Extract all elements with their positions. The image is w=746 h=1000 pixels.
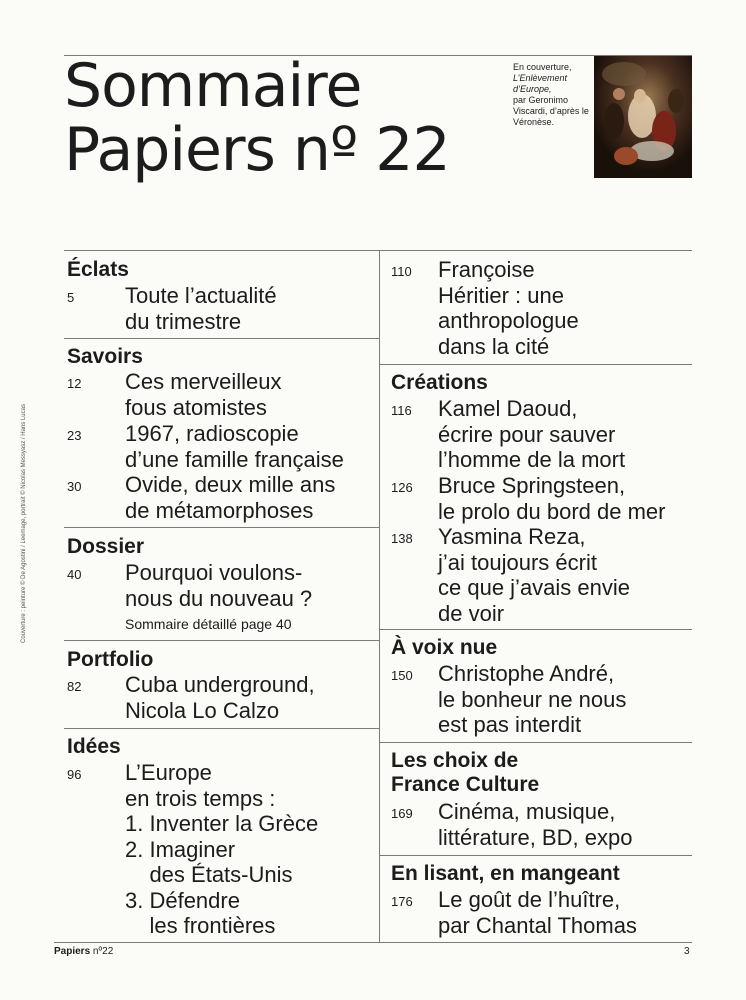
rule-right-2: [379, 629, 692, 630]
section-creations-title: Créations: [391, 371, 488, 394]
toc-top-rule: [64, 250, 692, 251]
toc-entry[interactable]: Cuba underground, Nicola Lo Calzo: [125, 672, 315, 723]
section-dossier-title: Dossier: [67, 535, 145, 558]
rule-left-3: [64, 640, 379, 641]
page-number: 12: [67, 376, 82, 391]
page-number: 150: [391, 668, 413, 683]
column-divider: [379, 250, 380, 942]
dossier-detail-note: Sommaire détaillé page 40: [125, 616, 292, 632]
toc-entry[interactable]: Yasmina Reza, j’ai toujours écrit ce que j’avais envie de voir: [438, 524, 631, 626]
toc-entry[interactable]: Ces merveilleux fous atomistes: [125, 369, 282, 420]
page-number: 23: [67, 428, 82, 443]
title-line-1: Sommaire: [64, 51, 362, 121]
section-eclats-title: Éclats: [67, 258, 129, 281]
page-number: 96: [67, 767, 82, 782]
page-number: 82: [67, 679, 82, 694]
page-number: 40: [67, 567, 82, 582]
toc-entry[interactable]: Cinéma, musique, littérature, BD, expo: [438, 799, 633, 850]
page-number: 30: [67, 479, 82, 494]
footer-magazine: Papiers nº22: [54, 946, 114, 957]
rule-left-1: [64, 338, 379, 339]
page-number: 138: [391, 531, 413, 546]
page-number: 116: [391, 403, 412, 418]
toc-entry[interactable]: Bruce Springsteen, le prolo du bord de mer: [438, 473, 666, 524]
cover-painting-thumbnail: [594, 56, 692, 178]
section-choix-title: Les choix de France Culture: [391, 749, 540, 796]
toc-entry[interactable]: Françoise Héritier : une anthropologue dans la cité: [438, 257, 579, 359]
footer-page-number: 3: [684, 946, 690, 957]
rule-left-4: [64, 728, 379, 729]
toc-entry[interactable]: L’Europe en trois temps : 1. Inventer la Grèce 2. Imaginer des États-Unis 3. Défendre les frontières: [125, 760, 319, 938]
toc-entry[interactable]: 1967, radioscopie d’une famille française: [125, 421, 344, 472]
cover-caption: En couverture, L’Enlèvement d’Europe, par Geronimo Viscardi, d’après le Véronèse.: [513, 62, 589, 127]
toc-entry[interactable]: Toute l’actualité du trimestre: [125, 283, 277, 334]
rule-right-3: [379, 742, 692, 743]
section-idees-title: Idées: [67, 735, 121, 758]
page-number: 126: [391, 480, 413, 495]
toc-entry[interactable]: Ovide, deux mille ans de métamorphoses: [125, 472, 336, 523]
page-number: 176: [391, 894, 413, 909]
page-number: 5: [67, 290, 75, 305]
page-number: 169: [391, 806, 413, 821]
photo-credits: Couverture : peinture © De Agostini / Leemage, portrait © Nicolas Messyasz / Hans Lucas: [21, 404, 27, 643]
section-voix-nue-title: À voix nue: [391, 636, 498, 659]
rule-left-2: [64, 527, 379, 528]
title-line-2: Papiers nº 22: [64, 115, 450, 185]
section-lisant-title: En lisant, en mangeant: [391, 862, 620, 885]
page-title: [64, 51, 450, 185]
toc-entry[interactable]: Le goût de l’huître, par Chantal Thomas: [438, 887, 637, 938]
rule-right-1: [379, 364, 692, 365]
section-portfolio-title: Portfolio: [67, 648, 154, 671]
bottom-rule: [54, 942, 692, 943]
toc-entry[interactable]: Kamel Daoud, écrire pour sauver l’homme de la mort: [438, 396, 626, 472]
toc-entry[interactable]: Pourquoi voulons- nous du nouveau ?: [125, 560, 313, 611]
page-number: 110: [391, 264, 412, 279]
toc-entry[interactable]: Christophe André, le bonheur ne nous est pas interdit: [438, 661, 627, 737]
rule-right-4: [379, 855, 692, 856]
section-savoirs-title: Savoirs: [67, 345, 143, 368]
